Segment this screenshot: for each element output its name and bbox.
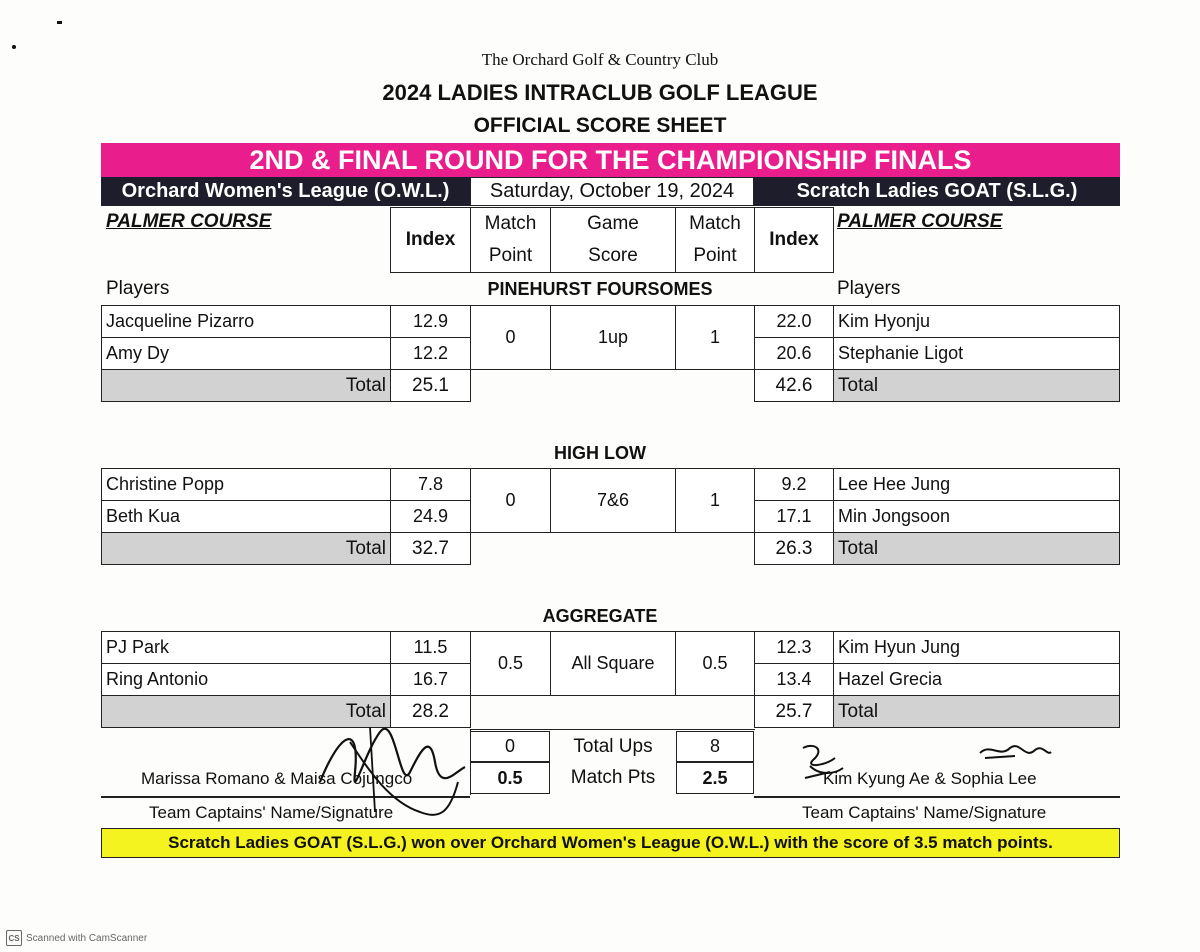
stray-mark — [57, 21, 62, 24]
match-pts-label: Match Pts — [570, 767, 656, 788]
section-title-pinehurst: PINEHURST FOURSOMES — [487, 279, 713, 299]
game-score: All Square — [550, 631, 676, 696]
section-title-high-low: HIGH LOW — [554, 443, 646, 463]
player-name-cell: Stephanie Ligot — [833, 337, 1120, 370]
total-ups-left: 0 — [470, 731, 550, 762]
player-index-cell: 12.3 — [754, 631, 834, 664]
game-score: 7&6 — [550, 468, 676, 533]
player-name-cell: Kim Hyonju — [833, 305, 1120, 338]
result-banner: Scratch Ladies GOAT (S.L.G.) won over Orchard Women's League (O.W.L.) with the score of 3.5 match points. — [101, 828, 1120, 858]
total-label-right: Total — [833, 695, 1120, 728]
scanner-watermark — [6, 930, 147, 946]
player-index-cell: 22.0 — [754, 305, 834, 338]
captains-label-right: Team Captains' Name/Signature — [802, 803, 1047, 822]
player-index-cell: 20.6 — [754, 337, 834, 370]
header-index-left: Index — [390, 207, 471, 273]
scanner-text: Scanned with CamScanner — [26, 932, 148, 944]
signature-right-scribble-1 — [795, 738, 885, 786]
total-label-left: Total — [101, 695, 391, 728]
total-ups-right: 8 — [676, 731, 754, 762]
signature-line-right — [754, 796, 1120, 798]
player-index-cell: 16.7 — [390, 663, 471, 696]
player-index-cell: 12.2 — [390, 337, 471, 370]
total-value-left: 25.1 — [390, 369, 471, 402]
course-left: PALMER COURSE — [106, 211, 272, 232]
game-score: 1up — [550, 305, 676, 370]
player-name-cell: Christine Popp — [101, 468, 391, 501]
player-index-cell: 13.4 — [754, 663, 834, 696]
signature-right-scribble-2 — [975, 738, 1055, 768]
player-name-cell: Amy Dy — [101, 337, 391, 370]
match-point-right: 1 — [675, 305, 755, 370]
header-match-point-left: Match Point — [470, 207, 551, 273]
team-right-name: Scratch Ladies GOAT (S.L.G.) — [754, 177, 1120, 206]
player-index-cell: 12.9 — [390, 305, 471, 338]
player-index-cell: 7.8 — [390, 468, 471, 501]
player-name-cell: Hazel Grecia — [833, 663, 1120, 696]
total-value-right: 25.7 — [754, 695, 834, 728]
total-value-right: 42.6 — [754, 369, 834, 402]
match-point-left: 0.5 — [470, 631, 551, 696]
header-game-score: Game Score — [550, 207, 676, 273]
players-label-left: Players — [106, 278, 170, 299]
signature-left-scribble — [300, 712, 480, 827]
match-point-left: 0 — [470, 468, 551, 533]
header-index-right: Index — [754, 207, 834, 273]
player-name-cell: Min Jongsoon — [833, 500, 1120, 533]
total-label-right: Total — [833, 532, 1120, 565]
match-point-right: 1 — [675, 468, 755, 533]
player-name-cell: Kim Hyun Jung — [833, 631, 1120, 664]
stray-mark — [12, 45, 16, 49]
player-name-cell: Jacqueline Pizarro — [101, 305, 391, 338]
match-date: Saturday, October 19, 2024 — [470, 177, 754, 206]
header-match-point-right: Match Point — [675, 207, 755, 273]
player-index-cell: 11.5 — [390, 631, 471, 664]
total-ups-label: Total Ups — [573, 735, 653, 757]
team-left-name: Orchard Women's League (O.W.L.) — [101, 177, 470, 206]
total-label-left: Total — [101, 369, 391, 402]
player-name-cell: Lee Hee Jung — [833, 468, 1120, 501]
player-index-cell: 17.1 — [754, 500, 834, 533]
players-label-right: Players — [837, 278, 901, 299]
player-name-cell: Beth Kua — [101, 500, 391, 533]
match-point-left: 0 — [470, 305, 551, 370]
club-name: The Orchard Golf & Country Club — [481, 50, 719, 69]
player-index-cell: 24.9 — [390, 500, 471, 533]
captains-right-names: Kim Kyung Ae & Sophia Lee — [823, 769, 1037, 788]
total-value-right: 26.3 — [754, 532, 834, 565]
captains-label-left: Team Captains' Name/Signature — [149, 803, 394, 822]
player-name-cell: Ring Antonio — [101, 663, 391, 696]
player-index-cell: 9.2 — [754, 468, 834, 501]
captains-left-names: Marissa Romano & Maisa Cojungco — [141, 769, 413, 788]
match-point-right: 0.5 — [675, 631, 755, 696]
round-banner: 2ND & FINAL ROUND FOR THE CHAMPIONSHIP FINALS — [101, 143, 1120, 177]
match-pts-left: 0.5 — [470, 762, 550, 794]
match-pts-right: 2.5 — [676, 762, 754, 794]
course-right: PALMER COURSE — [837, 211, 1003, 232]
total-value-left: 28.2 — [390, 695, 471, 728]
total-label-left: Total — [101, 532, 391, 565]
player-name-cell: PJ Park — [101, 631, 391, 664]
league-title: 2024 LADIES INTRACLUB GOLF LEAGUE — [382, 80, 818, 105]
sheet-title: OFFICIAL SCORE SHEET — [473, 114, 727, 137]
total-label-right: Total — [833, 369, 1120, 402]
camscanner-icon: CS — [6, 930, 22, 946]
section-title-aggregate: AGGREGATE — [542, 606, 658, 626]
total-value-left: 32.7 — [390, 532, 471, 565]
